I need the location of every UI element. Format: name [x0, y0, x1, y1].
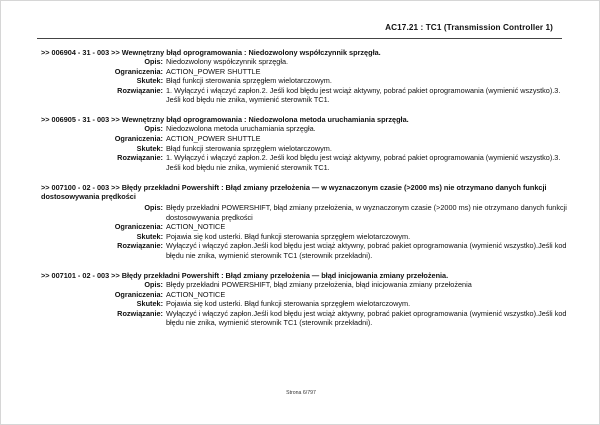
error-entry — [41, 48, 568, 105]
rozwiazanie-value: Wyłączyć i włączyć zapłon.Jeśli kod błędu jest wciąż aktywny, pobrać pakiet oprogramowania (wymienić wszystko).Jeśli kod błędu nie znika, wymienić sterownik TC1 (sterownik przekładni). — [166, 241, 567, 260]
skutek-label: Skutek: — [136, 76, 163, 86]
ograniczenia-value: ACTION_POWER SHUTTLE — [166, 66, 261, 76]
ograniczenia-row — [41, 134, 568, 144]
error-entry — [41, 183, 568, 261]
header-divider — [37, 38, 562, 39]
skutek-row — [41, 76, 568, 86]
opis-row — [41, 124, 568, 134]
skutek-value: Pojawia się kod usterki. Błąd funkcji sterowania sprzęgłem wielotarczowym. — [166, 299, 411, 309]
skutek-value: Błąd funkcji sterowania sprzęgłem wielotarczowym. — [166, 76, 332, 86]
error-code-list — [41, 48, 568, 338]
skutek-label: Skutek: — [136, 299, 163, 309]
ograniczenia-value: ACTION_NOTICE — [166, 289, 226, 299]
opis-row — [41, 57, 568, 67]
skutek-row — [41, 299, 568, 309]
error-entry-title: >> 006905 - 31 - 003 >> Wewnętrzny błąd oprogramowania : Niedozwolona metoda uruchamiania sprzęgła. — [41, 115, 409, 125]
error-entry-title: >> 007100 - 02 - 003 >> Błędy przekładni Powershift : Błąd zmiany przełożenia — w wyznaczonym czasie (>2000 ms) nie otrzymano danych funkcji dostosowywania prędkości — [41, 182, 547, 201]
skutek-row — [41, 232, 568, 242]
opis-label: Opis: — [144, 280, 163, 289]
opis-row — [41, 203, 568, 222]
ograniczenia-value: ACTION_NOTICE — [166, 222, 226, 232]
rozwiazanie-label: Rozwiązanie: — [117, 308, 163, 318]
ograniczenia-label: Ograniczenia: — [114, 289, 163, 299]
ograniczenia-label: Ograniczenia: — [114, 134, 163, 144]
error-entry — [41, 115, 568, 172]
rozwiazanie-value: Wyłączyć i włączyć zapłon.Jeśli kod błędu jest wciąż aktywny, pobrać pakiet oprogramowania (wymienić wszystko).Jeśli kod błędu nie znika, wymienić sterownik TC1 (sterownik przekładni). — [166, 308, 567, 328]
rozwiazanie-value: 1. Wyłączyć i włączyć zapłon.2. Jeśli kod błędu jest wciąż aktywny, pobrać pakiet oprogramowania (wymienić wszystko).3. Jeśli kod błędu nie znika, wymienić sterownik TC1. — [166, 153, 561, 172]
opis-label: Opis: — [144, 57, 163, 66]
page-number: Strona 6/797 — [286, 390, 316, 396]
rozwiazanie-value: 1. Wyłączyć i włączyć zapłon.2. Jeśli kod błędu jest wciąż aktywny, pobrać pakiet oprogramowania (wymienić wszystko).3. Jeśli kod błędu nie znika, wymienić sterownik TC1. — [166, 85, 561, 105]
error-entry-title: >> 006904 - 31 - 003 >> Wewnętrzny błąd oprogramowania : Niedozwolony współczynnik sprzęgła. — [41, 48, 381, 57]
ograniczenia-row — [41, 67, 568, 77]
page-header-title: AC17.21 : TC1 (Transmission Controller 1) — [385, 23, 553, 32]
error-entry-title: >> 007101 - 02 - 003 >> Błędy przekładni Powershift : Błąd zmiany przełożenia — błąd inicjowania zmiany przełożenia. — [41, 271, 449, 280]
rozwiazanie-row — [41, 241, 568, 260]
opis-row — [41, 280, 568, 290]
opis-value: Niedozwolony współczynnik sprzęgła. — [166, 57, 289, 66]
ograniczenia-row — [41, 290, 568, 300]
skutek-value: Pojawia się kod usterki. Błąd funkcji sterowania sprzęgłem wielotarczowym. — [166, 231, 411, 241]
error-entry — [41, 271, 568, 328]
opis-label: Opis: — [144, 202, 163, 212]
opis-value: Błędy przekładni POWERSHIFT, błąd zmiany przełożenia, w wyznaczonym czasie (>2000 ms) nie otrzymano danych funkcji dostosowywania prędkości — [166, 202, 567, 222]
opis-value: Błędy przekładni POWERSHIFT, błąd zmiany przełożenia, błąd inicjowania zmiany przełożenia — [166, 280, 472, 289]
skutek-label: Skutek: — [136, 143, 163, 153]
rozwiazanie-row — [41, 86, 568, 105]
rozwiazanie-label: Rozwiązanie: — [117, 153, 163, 163]
opis-value: Niedozwolona metoda uruchamiania sprzęgła. — [166, 124, 316, 134]
ograniczenia-label: Ograniczenia: — [114, 66, 163, 76]
rozwiazanie-row — [41, 153, 568, 172]
rozwiazanie-label: Rozwiązanie: — [117, 241, 163, 251]
skutek-row — [41, 144, 568, 154]
ograniczenia-row — [41, 222, 568, 232]
rozwiazanie-row — [41, 309, 568, 328]
rozwiazanie-label: Rozwiązanie: — [117, 85, 163, 95]
ograniczenia-label: Ograniczenia: — [114, 222, 163, 232]
skutek-label: Skutek: — [136, 231, 163, 241]
skutek-value: Błąd funkcji sterowania sprzęgłem wielotarczowym. — [166, 143, 332, 153]
opis-label: Opis: — [144, 124, 163, 134]
ograniczenia-value: ACTION_POWER SHUTTLE — [166, 134, 261, 144]
